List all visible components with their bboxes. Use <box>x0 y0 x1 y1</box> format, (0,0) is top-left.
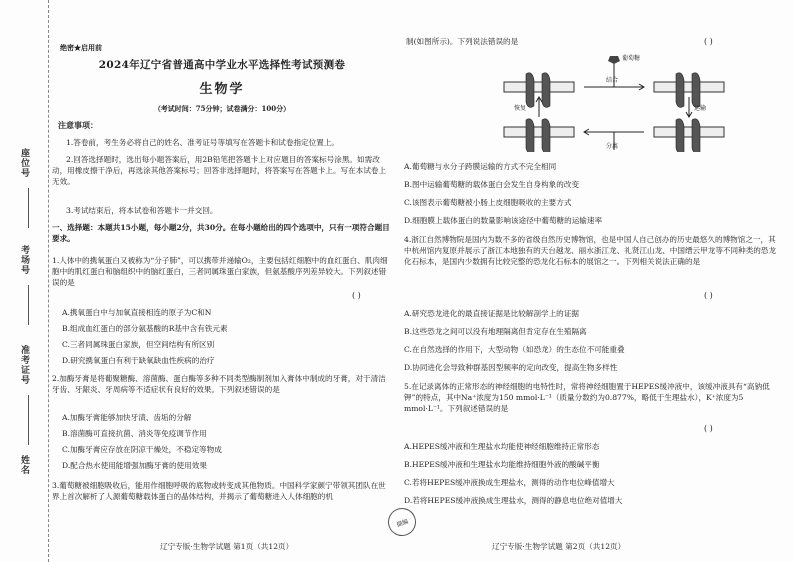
diagram-label-recover: 恢复 <box>514 105 527 112</box>
q4-stem: 4.浙江自然博物院是国内为数不多的省级自然历史博物馆，也是中国人自己创办的历史最悠久的博物馆之一，其中杭州馆内复原并展示了浙江本地独有的天台越龙、丽水浙江龙、礼贤江山龙、中国缙云甲龙等不同种类的恐龙化石标本，是国内少数拥有比较完整的恐龙化石标本的展馆之一。下列相关说法正确的是 <box>404 235 777 266</box>
q1-option-a: A.携氧蛋白中与加氧直接相连的原子为C和N <box>62 308 212 317</box>
q2-option-b: B.溶菌酶可直接抗菌、消炎等免疫调节作用 <box>62 429 207 438</box>
q4-option-d: D.协同进化会导致种群基因型频率的定向改变，提高生物多样性 <box>404 363 618 372</box>
q4-option-c: C.在自然选择的作用下，大型动物（如恐龙）的生态位不可能重叠 <box>404 345 625 354</box>
q3-option-c: C.该图表示葡萄糖被小肠上皮细胞吸收的主要方式 <box>404 198 572 207</box>
gutter-label-name: 姓名 <box>19 455 29 475</box>
q1-option-b: B.组成血红蛋白的部分氨基酸的R基中含有铁元素 <box>62 324 228 333</box>
q3-option-a: A.葡萄糖与水分子跨膜运输的方式不完全相同 <box>404 162 557 171</box>
exam-meta: （考试时间：75分钟；试卷满分：100分） <box>153 104 291 113</box>
q1-option-d: D.研究携氧蛋白有利于缺氧缺血性疾病的治疗 <box>62 356 215 365</box>
q5-option-a: A.HEPES缓冲液和生理盐水均能使神经细胞维持正常形态 <box>404 442 600 451</box>
gutter-line <box>28 188 29 228</box>
diagram-label-transport: 运输 <box>694 105 707 112</box>
answer-bracket: ( ) <box>704 424 713 433</box>
gutter-label-ticket: 准考证号 <box>19 345 29 385</box>
answer-bracket: ( ) <box>352 291 361 300</box>
secret-label: 绝密★启用前 <box>60 43 102 52</box>
q2-option-d: D.配合热水使用能增强加酶牙膏的使用效果 <box>62 461 207 470</box>
section-heading: 一、选择题：本题共15小题，每小题2分，共30分。在每小题给出的四个选项中，只有一项符合题目要求。 <box>52 223 390 243</box>
answer-bracket: ( ) <box>704 37 713 46</box>
q5-option-c: C.若将HEPES缓冲液换成生理盐水，测得的动作电位峰值增大 <box>404 478 615 487</box>
glucose-molecule-icon <box>608 56 620 64</box>
gutter-label-seat: 座位号 <box>19 148 29 178</box>
q3-option-d: D.细胞膜上载体蛋白的数量影响该途径中葡萄糖的运输速率 <box>404 216 603 225</box>
binding-gutter <box>0 0 49 562</box>
gutter-line <box>28 395 29 445</box>
note-1: 1.答卷前，考生务必将自己的姓名、准考证号等填写在答题卡和试卷指定位置上。 <box>66 138 340 147</box>
page-footer-left: 辽宁专版·生物学试题 第1页（共12页） <box>160 542 294 551</box>
q2-option-c: C.加酶牙膏应存放在阴凉干燥处，不稳定等物成 <box>62 445 222 454</box>
answer-bracket: ( ) <box>704 291 713 300</box>
q5-stem: 5.在记录离体的正常形态的神经细胞的电特性时，常将神经细胞置于HEPES缓冲液中，该缓冲液具有“高钠低钾”的特点，其中Na⁺浓度为150 mmol·L⁻¹（质量分数约为0.877%，略低于生理盐水），K⁺浓度为5 mmol·L⁻¹。下列叙述错误的是 <box>404 382 770 413</box>
diagram-label-bind: 结合 <box>606 77 619 84</box>
q3-stem-part2: 制(如图所示)。下列说法错误的是 <box>406 37 519 46</box>
q5-option-d: D.若将HEPES缓冲液换成生理盐水，测得的静息电位绝对值增大 <box>404 496 623 505</box>
glucose-transport-diagram <box>494 52 744 152</box>
diagram-label-glucose: 葡萄糖 <box>622 55 641 62</box>
diagram-label-separate: 分离 <box>606 143 619 150</box>
q4-option-a: A.研究恐龙进化的最直接证据是比较解剖学上的证据 <box>404 309 579 318</box>
gutter-label-room: 考场号 <box>19 245 29 275</box>
stamp-mark: 描编 <box>384 504 420 540</box>
q4-option-b: B.这些恐龙之间可以没有地理隔离但肯定存在生殖隔离 <box>404 327 587 336</box>
subject-title: 生物学 <box>199 82 245 97</box>
q2-option-a: A.加酶牙膏能够加快牙渍、齿垢的分解 <box>62 413 192 422</box>
left-column <box>52 0 392 562</box>
note-3: 3.考试结束后，将本试卷和答题卡一并交回。 <box>66 206 218 215</box>
q2-stem: 2.加酶牙膏是将葡聚糖酶、溶菌酶、蛋白酶等多种不同类型酶制剂加入膏体中制成的牙膏，对于清洁牙齿、牙龈炎、牙周病等不适症状有良好的效果。下列叙述错误的是 <box>52 374 386 394</box>
page-footer-right: 辽宁专版·生物学试题 第2页（共12页） <box>492 542 626 551</box>
note-2: 2.回答选择题时，选出每小题答案后，用2B铅笔把答题卡上对应题目的答案标号涂黑。如需改动，用橡皮擦干净后，再选涂其他答案标号；回答非选择题时，将答案写在答题卡上。写在本试卷上无效。 <box>52 155 387 186</box>
q3-option-b: B.图中运输葡萄糖的载体蛋白会发生自身构象的改变 <box>404 180 580 189</box>
gutter-line <box>28 285 29 325</box>
q1-option-c: C.三者同属珠蛋白家族，但空间结构有所区别 <box>62 340 215 349</box>
q1-stem: 1.人体中的携氧蛋白又被称为“分子肺”，可以携带并递输O₂，主要包括红细胞中的血红蛋白、肌肉细胞中的肌红蛋白和脑组织中的脑红蛋白，三者同属珠蛋白家族，但氨基酸序列差异较大。下列叙述错误的是 <box>52 256 388 287</box>
q3-stem-part1: 3.葡萄糖被细胞吸收后，能用作细胞呼吸的底物或转变成其他物质。中国科学家颜宁带领其团队在世界上首次解析了人源葡萄糖载体蛋白的晶体结构，并揭示了葡萄糖进入人体细胞的机 <box>52 481 386 501</box>
exam-title: 2024年辽宁省普通高中学业水平选择性考试预测卷 <box>98 59 346 71</box>
right-column <box>404 0 782 562</box>
notes-heading: 注意事项： <box>58 120 98 130</box>
q5-option-b: B.HEPES缓冲液和生理盐水均能维持细胞外液的酸碱平衡 <box>404 460 600 469</box>
